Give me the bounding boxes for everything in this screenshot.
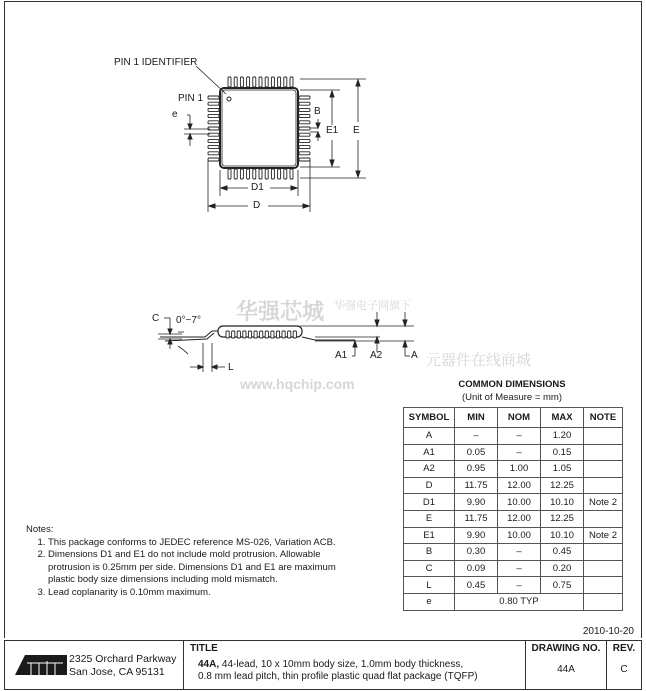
lead-left bbox=[208, 127, 219, 130]
header-symbol: SYMBOL bbox=[404, 408, 455, 428]
note-3: 3. Lead coplanarity is 0.10mm maximum. bbox=[48, 587, 338, 600]
cell-note bbox=[584, 544, 623, 561]
a-label: A bbox=[411, 350, 418, 361]
cell-note bbox=[584, 577, 623, 594]
d-label: D bbox=[253, 200, 261, 211]
table-row bbox=[404, 461, 623, 478]
cell-min: 0.30 bbox=[455, 544, 498, 561]
lead-bottom bbox=[278, 169, 281, 179]
e1-label: E1 bbox=[326, 125, 339, 136]
cell-min: 0.95 bbox=[455, 461, 498, 478]
common-dimensions-table bbox=[403, 407, 623, 611]
lead-right bbox=[299, 152, 310, 155]
leads-right bbox=[299, 96, 310, 161]
lead-bottom bbox=[240, 169, 243, 179]
cell-max: 1.05 bbox=[541, 461, 584, 478]
lead-right bbox=[299, 108, 310, 111]
cell-nom: 12.00 bbox=[498, 477, 541, 494]
cell-nom: 1.00 bbox=[498, 461, 541, 478]
title-cell bbox=[184, 641, 526, 689]
cell-note bbox=[584, 461, 623, 478]
notes-heading: Notes: bbox=[26, 524, 54, 535]
address-line-1: 2325 Orchard Parkway bbox=[69, 653, 177, 665]
cell-nom: – bbox=[498, 444, 541, 461]
cell-nom: – bbox=[498, 428, 541, 445]
lead-top bbox=[234, 77, 237, 87]
lead-bottom bbox=[228, 169, 231, 179]
title-line-1: 44-lead, 10 x 10mm body size, 1.0mm body thickness, bbox=[219, 659, 464, 670]
pin1-label: PIN 1 bbox=[178, 93, 204, 104]
watermark-url: www.hqchip.com bbox=[240, 376, 355, 392]
table-row bbox=[404, 577, 623, 594]
unit-of-measure: (Unit of Measure = mm) bbox=[461, 392, 563, 403]
lead-left bbox=[208, 102, 219, 105]
leads-left bbox=[208, 96, 219, 161]
lead-bottom bbox=[247, 169, 250, 179]
lead-bottom bbox=[271, 169, 274, 179]
pin1-identifier-label: PIN 1 IDENTIFIER bbox=[114, 57, 198, 68]
lead-left bbox=[208, 158, 219, 161]
watermark-logo: 华强芯城 bbox=[236, 299, 325, 324]
cell-note bbox=[584, 477, 623, 494]
lead-right bbox=[299, 146, 310, 149]
cell-note: Note 2 bbox=[584, 494, 623, 511]
cell-symbol: E1 bbox=[404, 527, 455, 544]
cell-min: 9.90 bbox=[455, 527, 498, 544]
cell-min: – bbox=[455, 428, 498, 445]
notes bbox=[26, 524, 338, 599]
lead-side bbox=[282, 331, 285, 338]
lead-side bbox=[276, 331, 279, 338]
table-row bbox=[404, 544, 623, 561]
cell-max: 0.20 bbox=[541, 560, 584, 577]
angle-label: 0°~7° bbox=[176, 315, 201, 326]
cell-max: 0.15 bbox=[541, 444, 584, 461]
lead-bottom bbox=[259, 169, 262, 179]
lead-top bbox=[271, 77, 274, 87]
cell-min: 0.05 bbox=[455, 444, 498, 461]
title-block bbox=[4, 640, 642, 690]
cell-nom: 10.00 bbox=[498, 527, 541, 544]
cell-max: 12.25 bbox=[541, 510, 584, 527]
cell-typ-value: 0.80 TYP bbox=[455, 593, 584, 610]
atmel-logo-icon bbox=[13, 653, 69, 677]
header-max: MAX bbox=[541, 408, 584, 428]
lead-right bbox=[299, 133, 310, 136]
lead-side bbox=[260, 331, 263, 338]
table-row bbox=[404, 527, 623, 544]
rev-value: C bbox=[620, 664, 628, 675]
cell-nom: – bbox=[498, 560, 541, 577]
lead-bottom bbox=[290, 169, 293, 179]
cell-min: 11.75 bbox=[455, 477, 498, 494]
l-label: L bbox=[228, 362, 234, 373]
cell-symbol: A2 bbox=[404, 461, 455, 478]
address-line-2: San Jose, CA 95131 bbox=[69, 666, 165, 678]
a1-label: A1 bbox=[335, 350, 348, 361]
table-row bbox=[404, 444, 623, 461]
lead-side bbox=[288, 331, 291, 338]
cell-max: 0.75 bbox=[541, 577, 584, 594]
cell-nom: – bbox=[498, 577, 541, 594]
lead-right bbox=[299, 158, 310, 161]
lead-top bbox=[253, 77, 256, 87]
c-label: C bbox=[152, 313, 160, 324]
cell-min: 11.75 bbox=[455, 510, 498, 527]
pitch-e-label: e bbox=[172, 109, 178, 120]
lead-right bbox=[299, 139, 310, 142]
watermark-tagline-2: 元器件在线商城 bbox=[426, 352, 532, 369]
cell-note bbox=[584, 593, 623, 610]
table-row bbox=[404, 428, 623, 445]
note-1: 1. This package conforms to JEDEC reference MS-026, Variation ACB. bbox=[48, 537, 338, 550]
lead-right bbox=[299, 102, 310, 105]
lead-right bbox=[299, 127, 310, 130]
lead-bottom bbox=[253, 169, 256, 179]
lead-left bbox=[208, 121, 219, 124]
common-dimensions-title: COMMON DIMENSIONS bbox=[458, 379, 566, 390]
table-header-row bbox=[404, 408, 623, 428]
leads-top bbox=[228, 77, 293, 87]
drawing-number-cell bbox=[526, 641, 607, 689]
cell-min: 0.09 bbox=[455, 560, 498, 577]
title-code: 44A, bbox=[198, 659, 220, 670]
header-nom: NOM bbox=[498, 408, 541, 428]
common-dimensions-title-block bbox=[403, 379, 621, 403]
table-row bbox=[404, 477, 623, 494]
lead-top bbox=[290, 77, 293, 87]
table-row bbox=[404, 494, 623, 511]
cell-symbol: A1 bbox=[404, 444, 455, 461]
package-body-top bbox=[220, 88, 298, 168]
lead-side bbox=[271, 331, 274, 338]
title-header: TITLE bbox=[190, 643, 218, 654]
lead-top bbox=[265, 77, 268, 87]
common-dimensions-body bbox=[404, 428, 623, 611]
a2-label: A2 bbox=[370, 350, 383, 361]
cell-note bbox=[584, 560, 623, 577]
lead-left bbox=[208, 115, 219, 118]
lead-side bbox=[232, 331, 235, 338]
lead-left bbox=[208, 108, 219, 111]
cell-symbol: D bbox=[404, 477, 455, 494]
cell-symbol: B bbox=[404, 544, 455, 561]
cell-nom: 12.00 bbox=[498, 510, 541, 527]
lead-bottom bbox=[265, 169, 268, 179]
drawing-no-header: DRAWING NO. bbox=[531, 643, 601, 654]
table-row bbox=[404, 560, 623, 577]
lead-top bbox=[247, 77, 250, 87]
d1-label: D1 bbox=[251, 182, 264, 193]
cell-note bbox=[584, 510, 623, 527]
cell-nom: 10.00 bbox=[498, 494, 541, 511]
lead-bottom bbox=[284, 169, 287, 179]
lead-side bbox=[265, 331, 268, 338]
cell-note bbox=[584, 444, 623, 461]
cell-symbol: A bbox=[404, 428, 455, 445]
cell-max: 0.45 bbox=[541, 544, 584, 561]
lead-right bbox=[299, 121, 310, 124]
title-description bbox=[198, 659, 478, 683]
cell-symbol: e bbox=[404, 593, 455, 610]
lead-top bbox=[240, 77, 243, 87]
cell-max: 1.20 bbox=[541, 428, 584, 445]
cell-min: 9.90 bbox=[455, 494, 498, 511]
cell-max: 12.25 bbox=[541, 477, 584, 494]
notes-list bbox=[26, 537, 338, 600]
note-2: 2. Dimensions D1 and E1 do not include mold protrusion. Allowable protrusion is 0.25mm per side. Dimensions D1 and E1 are maximum plastic body size dimensions including mold mismatch. bbox=[48, 549, 338, 587]
drawing-no: 44A bbox=[557, 664, 575, 675]
lead-side bbox=[237, 331, 240, 338]
lead-width-b-label: B bbox=[314, 106, 321, 117]
lead-side bbox=[243, 331, 246, 338]
cell-symbol: C bbox=[404, 560, 455, 577]
lead-top bbox=[259, 77, 262, 87]
lead-left bbox=[208, 139, 219, 142]
header-note: NOTE bbox=[584, 408, 623, 428]
table-row bbox=[404, 510, 623, 527]
cell-min: 0.45 bbox=[455, 577, 498, 594]
lead-left bbox=[208, 96, 219, 99]
lead-right bbox=[299, 96, 310, 99]
cell-symbol: D1 bbox=[404, 494, 455, 511]
lead-top bbox=[284, 77, 287, 87]
lead-left bbox=[208, 146, 219, 149]
table-row-typ bbox=[404, 593, 623, 610]
leads-bottom bbox=[228, 169, 293, 179]
lead-side bbox=[226, 331, 229, 338]
lead-top bbox=[228, 77, 231, 87]
lead-side bbox=[254, 331, 257, 338]
rev-header: REV. bbox=[612, 643, 636, 654]
lead-bottom bbox=[234, 169, 237, 179]
revision-cell bbox=[607, 641, 641, 689]
cell-symbol: L bbox=[404, 577, 455, 594]
pin1-leader-line bbox=[196, 66, 226, 94]
cell-nom: – bbox=[498, 544, 541, 561]
cell-note bbox=[584, 428, 623, 445]
revision-date: 2010-10-20 bbox=[582, 626, 634, 637]
company-cell bbox=[5, 641, 184, 689]
title-line-2: 0.8 mm lead pitch, thin profile plastic quad flat package (TQFP) bbox=[198, 671, 478, 682]
lead-right bbox=[299, 115, 310, 118]
cell-max: 10.10 bbox=[541, 527, 584, 544]
watermark-tagline: 华强电子网旗下 bbox=[334, 300, 411, 312]
cell-max: 10.10 bbox=[541, 494, 584, 511]
e-label: E bbox=[353, 125, 360, 136]
cell-symbol: E bbox=[404, 510, 455, 527]
lead-top bbox=[278, 77, 281, 87]
cell-note: Note 2 bbox=[584, 527, 623, 544]
lead-side bbox=[293, 331, 296, 338]
company-address bbox=[69, 653, 176, 679]
lead-left bbox=[208, 152, 219, 155]
lead-side bbox=[248, 331, 251, 338]
header-min: MIN bbox=[455, 408, 498, 428]
